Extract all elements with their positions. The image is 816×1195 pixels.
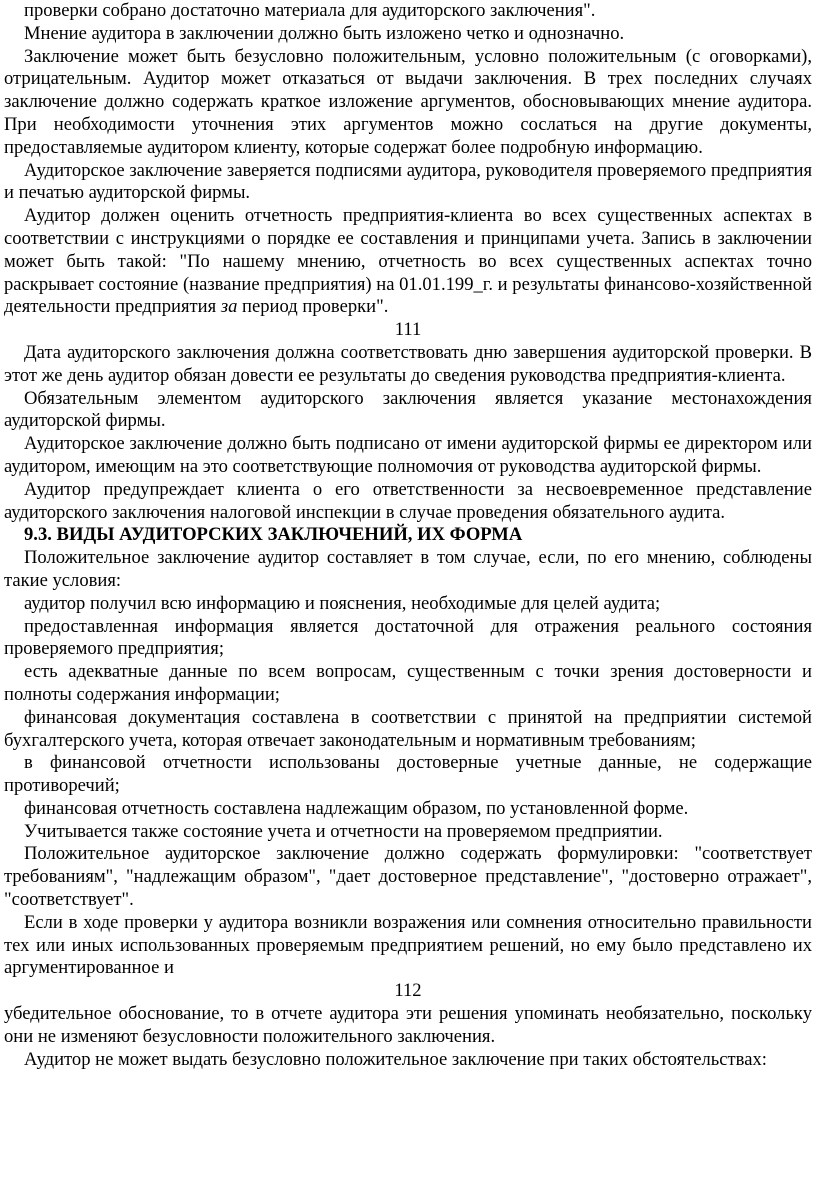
statement-text-end: период проверки". bbox=[237, 296, 389, 318]
paragraph: проверки собрано достаточно материала для аудиторского заключения". bbox=[24, 0, 596, 21]
paragraph: Учитывается также состояние учета и отчетности на проверяемом предприятии. bbox=[24, 820, 663, 842]
paragraph: Аудиторское заключение должно быть подписано от имени аудиторской фирмы ее директором или аудитором, имеющим на это соответствующие полномочия от руководства аудиторской фирмы. bbox=[4, 433, 812, 477]
page-number: 111 bbox=[394, 319, 422, 341]
paragraph: Положительное заключение аудитор составляет в том случае, если, по его мнению, соблюдены такие условия: bbox=[4, 547, 812, 591]
paragraph: Аудитор не может выдать безусловно положительное заключение при таких обстоятельствах: bbox=[24, 1048, 767, 1070]
page-number: 112 bbox=[394, 980, 422, 1002]
list-item: финансовая отчетность составлена надлежащим образом, по установленной форме. bbox=[24, 797, 689, 819]
paragraph: Заключение может быть безусловно положительным, условно положительным (с оговорками), отрицательным. Аудитор может отказаться от выдачи заключения. В трех последних случаях заключение должно содержать краткое изложение аргументов, обосновывающих мнение аудитора. При необходимости уточнения этих аргументов можно сослаться на другие документы, предоставляемые аудитором клиенту, которые содержат более подробную информацию. bbox=[4, 45, 812, 158]
paragraph: Аудиторское заключение заверяется подписями аудитора, руководителя проверяемого предприятия и печатью аудиторской фирмы. bbox=[4, 159, 812, 204]
list-item: финансовая документация составлена в соответствии с принятой на предприятии системой бухгалтерского учета, которая отвечает законодательным и нормативным требованиям; bbox=[4, 706, 812, 751]
list-item: в финансовой отчетности использованы достоверные учетные данные, не содержащие противоречий; bbox=[4, 752, 812, 797]
statement-italic: за bbox=[220, 296, 238, 318]
paragraph: Обязательным элементом аудиторского заключения является указание местонахождения аудиторской фирмы. bbox=[4, 387, 812, 432]
paragraph: Аудитор предупреждает клиента о его ответственности за несвоевременное представление аудиторского заключения налоговой инспекции в случае проведения обязательного аудита. bbox=[4, 478, 812, 523]
paragraph: Если в ходе проверки у аудитора возникли возражения или сомнения относительно правильности тех или иных использованных проверяемым предприятием решений, но ему было представлено их аргументированное и bbox=[4, 911, 812, 979]
paragraph: Положительное аудиторское заключение должно содержать формулировки: "соответствует требованиям", "надлежащим образом", "дает достоверное представление", "достоверно отражает", "соответствует". bbox=[4, 843, 812, 911]
list-item: предоставленная информация является достаточной для отражения реального состояния проверяемого предприятия; bbox=[4, 615, 812, 660]
list-item: есть адекватные данные по всем вопросам, существенным с точки зрения достоверности и полноты содержания информации; bbox=[4, 661, 812, 705]
paragraph: Мнение аудитора в заключении должно быть изложено четко и однозначно. bbox=[24, 22, 625, 44]
statement-text: Аудитор должен оценить отчетность предприятия-клиента во всех существенных аспектах в соответствии с инструкциями о порядке ее составления и принципами учета. Запись в заключении может быть такой: "По нашему мнению, отчетность во всех существенных аспектах точно раскрывает состояние (название предприятия) на 01.01.199_г. и результаты финансово-хозяйственной деятельности предприятия bbox=[4, 205, 812, 318]
list-item: аудитор получил всю информацию и пояснения, необходимые для целей аудита; bbox=[24, 592, 661, 614]
paragraph: убедительное обоснование, то в отчете аудитора эти решения упоминать необязательно, поскольку они не изменяют безусловности положительного заключения. bbox=[4, 1003, 812, 1047]
paragraph-statement bbox=[4, 205, 812, 319]
section-heading: 9.3. ВИДЫ АУДИТОРСКИХ ЗАКЛЮЧЕНИЙ, ИХ ФОРМА bbox=[24, 524, 523, 546]
paragraph: Дата аудиторского заключения должна соответствовать дню завершения аудиторской проверки. В этот же день аудитор обязан довести ее результаты до сведения руководства предприятия-клиента. bbox=[4, 341, 812, 386]
